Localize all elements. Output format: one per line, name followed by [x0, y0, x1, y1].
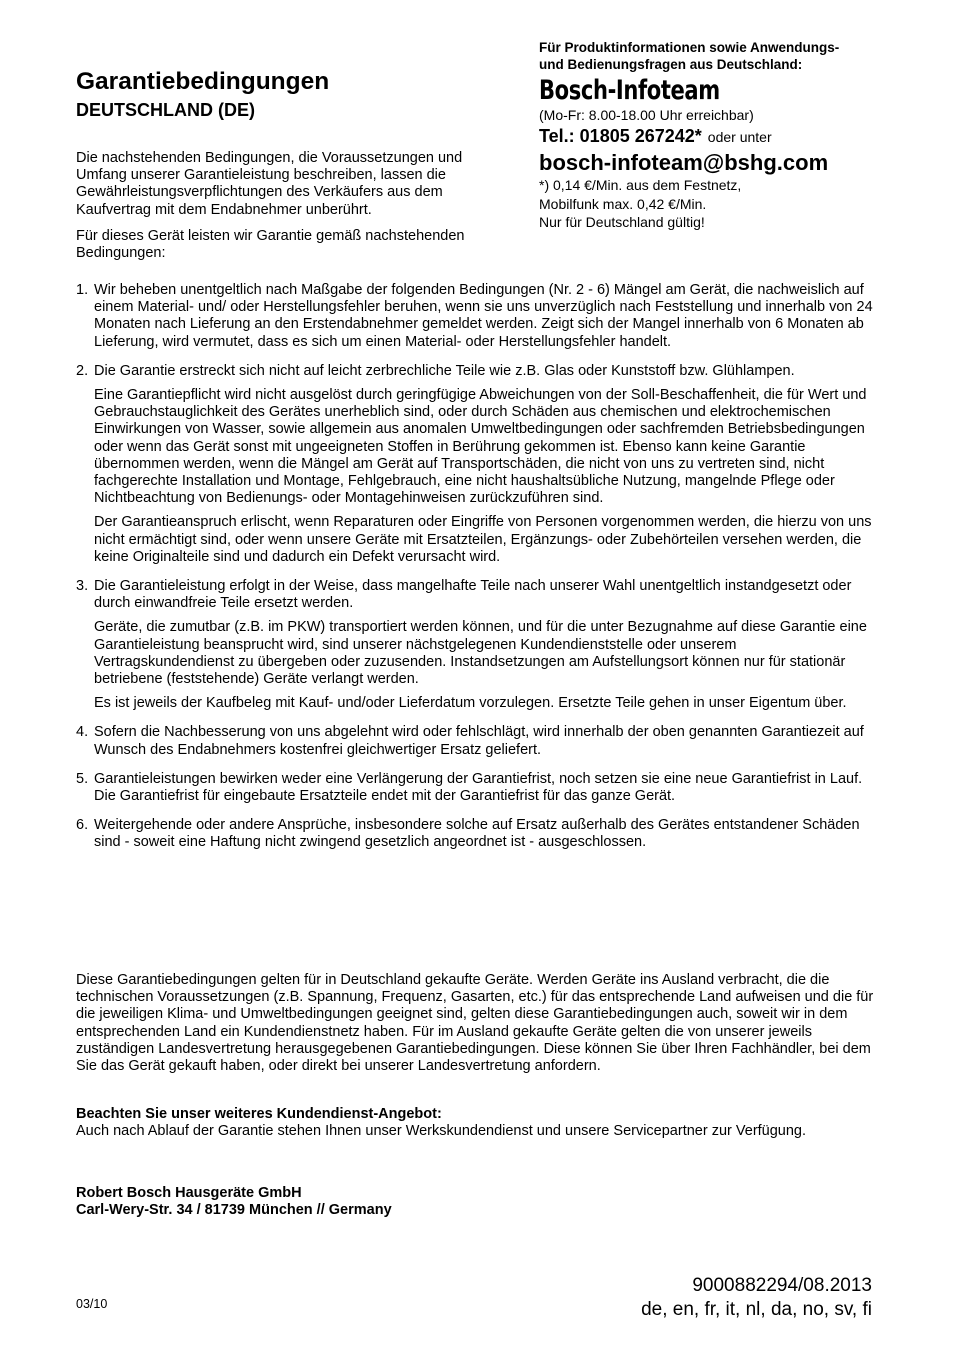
company-name: Robert Bosch Hausgeräte GmbH: [76, 1185, 302, 1201]
condition-paragraph: Wir beheben unentgeltlich nach Maßgabe der folgenden Bedingungen (Nr. 2 - 6) Mängel am Gerät, die nachweislich auf einem Material- und/ oder Herstellungsfehler beruhen, wenn sie uns unverzüglich nach Feststellung und innerhalb von 24 Monaten nach Lieferung an den Erstendabnehmer gemeldet werden. Zeigt sich der Mangel innerhalb von 6 Monaten ab Lieferung, wird vermutet, dass es sich um einen Material- oder Herstellungsfehler handelt.: [94, 282, 873, 350]
price-note: *) 0,14 €/Min. aus dem Festnetz,: [539, 177, 742, 194]
condition-item: [76, 282, 876, 351]
company-address: Carl-Wery-Str. 34 / 81739 München // Germany: [76, 1202, 392, 1219]
condition-item: [76, 724, 876, 758]
service-text: Auch nach Ablauf der Garantie stehen Ihnen unser Werkskundendienst und unsere Servicepartner zur Verfügung.: [76, 1123, 807, 1140]
condition-item: [76, 817, 876, 851]
condition-item: [76, 578, 876, 712]
condition-item: [76, 771, 876, 805]
document-reference: [641, 1274, 872, 1322]
validity-note: Nur für Deutschland gültig!: [539, 214, 705, 231]
condition-paragraph: Der Garantieanspruch erlischt, wenn Reparaturen oder Eingriffe von Personen vorgenommen werden, die hierzu von uns nicht ermächtigt sind, oder wenn unsere Geräte mit Ersatzteilen, Ergänzungs- oder Zubehörteilen versehen werden, die keine Originalteile sind und dadurch ein Defekt verursacht wird.: [94, 514, 872, 565]
info-heading-line: und Bedienungsfragen aus Deutschland:: [539, 56, 803, 72]
service-hours: (Mo-Fr: 8.00-18.00 Uhr erreichbar): [539, 107, 754, 123]
service-section: [76, 1106, 876, 1140]
info-box: [539, 40, 899, 232]
intro-paragraph: Die nachstehenden Bedingungen, die Voraussetzungen und Umfang unserer Garantieleistung beschreiben, lassen die Gewährleistungsverpflichtungen des Verkäufers aus dem Kaufvertrag mit dem Endabnehmer unberührt.: [76, 150, 463, 218]
condition-number: 2.: [76, 362, 89, 379]
price-note: Mobilfunk max. 0,42 €/Min.: [539, 195, 707, 212]
condition-number: 1.: [76, 282, 89, 298]
phone-number: Tel.: 01805 267242*: [539, 126, 702, 146]
intro-paragraph: Für dieses Gerät leisten wir Garantie gemäß nachstehenden Bedingungen:: [76, 227, 465, 262]
email-address: bosch-infoteam@bshg.com: [539, 150, 829, 176]
document-number: 9000882294/08.2013: [692, 1275, 872, 1296]
condition-number: 5.: [76, 770, 89, 787]
condition-paragraph: Die Garantie erstreckt sich nicht auf leicht zerbrechliche Teile wie z.B. Glas oder Kunststoff bzw. Glühlampen.: [94, 362, 795, 379]
condition-paragraph: Die Garantieleistung erfolgt in der Weise, dass mangelhafte Teile nach unserer Wahl unentgeltlich instandgesetzt oder durch einwandfreie Teile ersetzt werden.: [94, 578, 852, 612]
condition-paragraph: Geräte, die zumutbar (z.B. im PKW) transportiert werden können, und für die unter Bezugnahme auf diese Garantie eine Garantieleistung beansprucht wird, sind unserer nächstgelegenen Kundendienststelle oder unserem Vertragskundendienst zu übergeben oder zuzusenden. Instandsetzungen am Aufstellungsort können nur für stationär betriebene (feststehende) Geräte verlangt werden.: [94, 619, 867, 688]
phone-suffix: oder unter: [707, 129, 772, 145]
condition-number: 6.: [76, 817, 89, 834]
condition-number: 3.: [76, 578, 89, 595]
page-subtitle: DEUTSCHLAND (DE): [76, 100, 255, 120]
brand-name: Bosch-Infoteam: [539, 75, 720, 106]
condition-paragraph: Sofern die Nachbesserung von uns abgelehnt wird oder fehlschlägt, wird innerhalb der oben genannten Garantiezeit auf Wunsch des Endabnehmers kostenfrei gleichwertiger Ersatz geliefert.: [94, 724, 864, 758]
intro-section: [76, 150, 506, 271]
service-heading: Beachten Sie unser weiteres Kundendienst-Angebot:: [76, 1106, 442, 1122]
condition-number: 4.: [76, 724, 89, 741]
condition-item: [76, 363, 876, 566]
company-block: [76, 1185, 876, 1219]
closing-paragraph: Diese Garantiebedingungen gelten für in Deutschland gekaufte Geräte. Werden Geräte ins Ausland verbracht, die die technischen Voraussetzungen (z.B. Spannung, Frequenz, Gasarten, etc.) für das entsprechende Land aufweisen und die für die jeweiligen Klima- und Umweltbedingungen geeignet sind, gelten diese Garantiebedingungen auch, soweit wir in dem entsprechenden Land ein Kundendienstnetz haben. Für im Ausland gekaufte Geräte gelten die von unserer jeweils zuständigen Landesvertretung herausgegebenen Garantiebedingungen. Diese können Sie über Ihren Fachhändler, bei dem Sie das Gerät gekauft haben, oder direkt bei unserer Landesvertretung anfordern.: [76, 972, 874, 1075]
condition-paragraph: Garantieleistungen bewirken weder eine Verlängerung der Garantiefrist, noch setzen sie eine neue Garantiefrist in Lauf. Die Garantiefrist für eingebaute Ersatzteile endet mit der Garantiefrist für das ganze Gerät.: [94, 770, 863, 805]
conditions-list: [76, 282, 876, 864]
condition-paragraph: Weitergehende oder andere Ansprüche, insbesondere solche auf Ersatz außerhalb des Gerätes entstandener Schäden sind - soweit eine Haftung nicht zwingend gesetzlich angeordnet ist - ausgeschlossen.: [94, 817, 860, 851]
phone-line: [539, 128, 899, 147]
page-title: Garantiebedingungen: [76, 68, 330, 95]
document-date: 03/10: [76, 1297, 108, 1311]
language-list: de, en, fr, it, nl, da, no, sv, fi: [641, 1299, 872, 1320]
condition-paragraph: Eine Garantiepflicht wird nicht ausgelöst durch geringfügige Abweichungen von der Soll-Beschaffenheit, die für Wert und Gebrauchstauglichkeit des Gerätes unerheblich sind, oder durch Schäden aus chemischen und elektrochemischen Einwirkungen von Wasser, sowie allgemein aus anomalen Umweltbedingungen oder sachfremden Betriebsbedingungen oder wenn das Gerät sonst mit ungeeigneten Stoffen in Berührung gekommen ist. Ebenso kann keine Garantie übernommen werden, wenn die Mängel am Gerät auf Transportschäden, die nicht von uns zu vertreten sind, nicht fachgerechte Installation und Montage, Fehlgebrauch, eine nicht haushaltsübliche Nutzung, mangelnde Pflege oder Nichtbeachtung von Bedienungs- oder Montagehinweisen zurückzuführen sind.: [94, 387, 867, 507]
condition-paragraph: Es ist jeweils der Kaufbeleg mit Kauf- und/oder Lieferdatum vorzulegen. Ersetzte Teile gehen in unser Eigentum über.: [94, 695, 847, 712]
info-heading-line: Für Produktinformationen sowie Anwendungs-: [539, 40, 840, 55]
